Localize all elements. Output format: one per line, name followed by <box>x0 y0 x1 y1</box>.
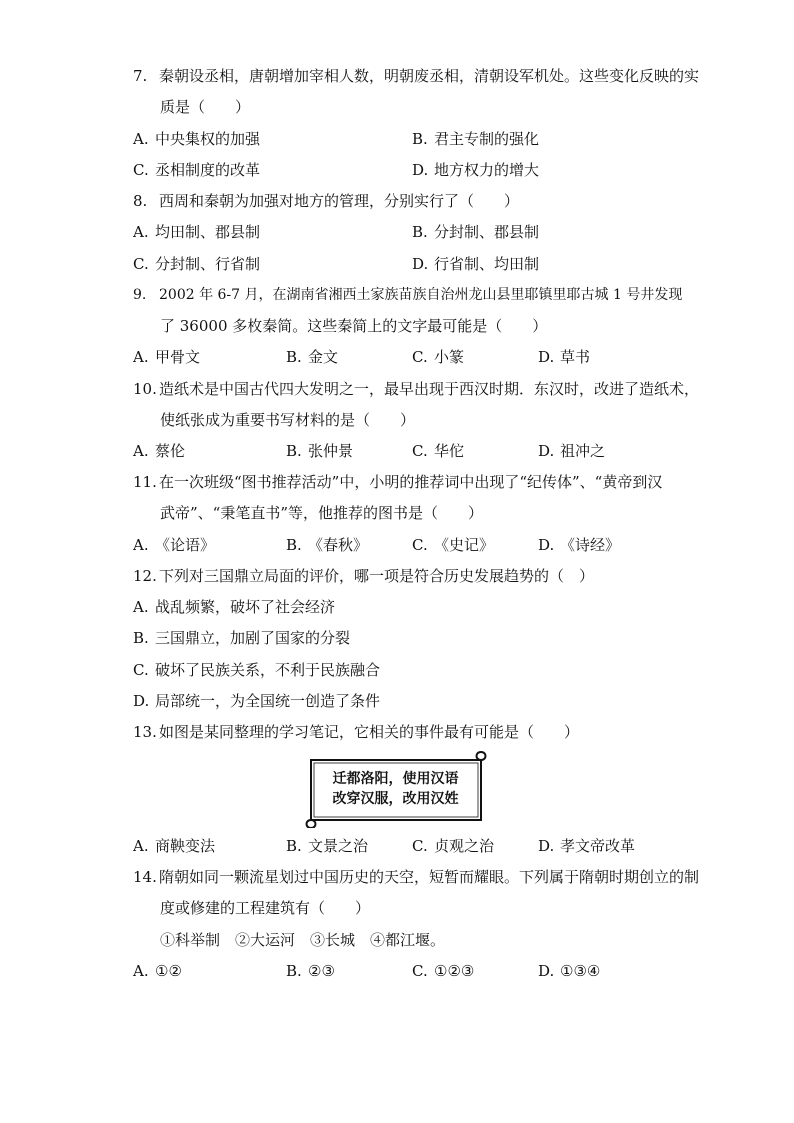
question-9-option-b[interactable]: B. 金文 <box>286 348 339 366</box>
question-8-stem: 8. 西周和秦朝为加强对地方的管理，分别实行了（ ） <box>133 192 520 210</box>
question-9-option-a[interactable]: A. 甲骨文 <box>133 348 201 366</box>
question-14-option-a[interactable]: A. ①② <box>133 962 182 980</box>
question-7-option-a[interactable]: A. 中央集权的加强 <box>133 130 261 148</box>
question-8-option-c[interactable]: C. 分封制、行省制 <box>133 255 261 273</box>
question-10-option-c[interactable]: C. 华佗 <box>412 442 465 460</box>
question-number: 9. <box>133 287 147 303</box>
question-13-option-c[interactable]: C. 贞观之治 <box>412 837 495 855</box>
question-10-stem-continued: 使纸张成为重要书写材料的是（ ） <box>160 411 416 429</box>
figure-line-1: 迁都洛阳，使用汉语 <box>332 771 459 787</box>
scroll-frame-icon <box>303 750 488 828</box>
question-11-stem-continued: 武帝”、“秉笔直书”等，他推荐的图书是（ ） <box>160 504 484 522</box>
question-7-stem: 7. 秦朝设丞相，唐朝增加宰相人数，明朝废丞相，清朝设军机处。这些变化反映的实 <box>133 67 700 85</box>
question-11-option-a[interactable]: A. 《论语》 <box>133 536 216 554</box>
question-12-option-d[interactable]: D. 局部统一，为全国统一创造了条件 <box>133 692 381 710</box>
question-13-stem: 13. 如图是某同整理的学习笔记，它相关的事件最有可能是（ ） <box>133 723 580 741</box>
question-number: 8. <box>133 192 148 210</box>
question-12-option-a[interactable]: A. 战乱频繁，破坏了社会经济 <box>133 598 336 616</box>
figure-line-2: 改穿汉服，改用汉姓 <box>332 791 459 807</box>
question-12-stem: 12. 下列对三国鼎立局面的评价，哪一项是符合历史发展趋势的（ ） <box>133 567 595 585</box>
question-14-option-d[interactable]: D. ①③④ <box>538 962 601 980</box>
question-number: 7. <box>133 67 148 85</box>
question-13-option-b[interactable]: B. 文景之治 <box>286 837 369 855</box>
scroll-figure <box>303 750 488 828</box>
question-number: 12. <box>133 567 157 585</box>
question-8-option-a[interactable]: A. 均田制、郡县制 <box>133 223 261 241</box>
question-14-items: ①科举制 ②大运河 ③长城 ④都江堰。 <box>160 931 446 949</box>
question-8-option-b[interactable]: B. 分封制、郡县制 <box>412 223 540 241</box>
question-10-option-a[interactable]: A. 蔡伦 <box>133 442 186 460</box>
question-10-option-b[interactable]: B. 张仲景 <box>286 442 354 460</box>
question-number: 13. <box>133 723 157 741</box>
question-9-stem: 9. 2002 年 6-7 月，在湖南省湘西土家族苗族自治州龙山县里耶镇里耶古城 1 号井发现 <box>133 287 683 303</box>
question-7-option-d[interactable]: D. 地方权力的增大 <box>412 161 540 179</box>
question-number: 14. <box>133 868 157 886</box>
question-8-option-d[interactable]: D. 行省制、均田制 <box>412 255 540 273</box>
question-9-option-d[interactable]: D. 草书 <box>538 348 591 366</box>
question-11-option-b[interactable]: B. 《春秋》 <box>286 536 369 554</box>
question-13-option-d[interactable]: D. 孝文帝改革 <box>538 837 636 855</box>
question-9-option-c[interactable]: C. 小篆 <box>412 348 465 366</box>
question-11-option-d[interactable]: D. 《诗经》 <box>538 536 621 554</box>
question-7-option-c[interactable]: C. 丞相制度的改革 <box>133 161 261 179</box>
question-12-option-b[interactable]: B. 三国鼎立，加剧了国家的分裂 <box>133 629 351 647</box>
question-10-stem: 10. 造纸术是中国古代四大发明之一，最早出现于西汉时期．东汉时，改进了造纸术， <box>133 380 700 398</box>
question-7-stem-continued: 质是（ ） <box>160 98 251 116</box>
question-11-option-c[interactable]: C. 《史记》 <box>412 536 495 554</box>
question-7-option-b[interactable]: B. 君主专制的强化 <box>412 130 540 148</box>
question-10-option-d[interactable]: D. 祖冲之 <box>538 442 606 460</box>
question-14-option-c[interactable]: C. ①②③ <box>412 962 475 980</box>
question-14-stem: 14. 隋朝如同一颗流星划过中国历史的天空，短暂而耀眼。下列属于隋朝时期创立的制 <box>133 868 700 886</box>
question-11-stem: 11. 在一次班级“图书推荐活动”中，小明的推荐词中出现了“纪传体”、“黄帝到汉 <box>133 473 663 491</box>
question-9-stem-continued: 了 36000 多枚秦简。这些秦简上的文字最可能是（ ） <box>160 317 548 335</box>
question-number: 11. <box>133 473 157 491</box>
question-12-option-c[interactable]: C. 破坏了民族关系，不利于民族融合 <box>133 661 381 679</box>
question-13-option-a[interactable]: A. 商鞅变法 <box>133 837 216 855</box>
question-14-stem-continued: 度或修建的工程建筑有（ ） <box>160 899 371 917</box>
question-number: 10. <box>133 380 157 398</box>
question-14-option-b[interactable]: B. ②③ <box>286 962 335 980</box>
